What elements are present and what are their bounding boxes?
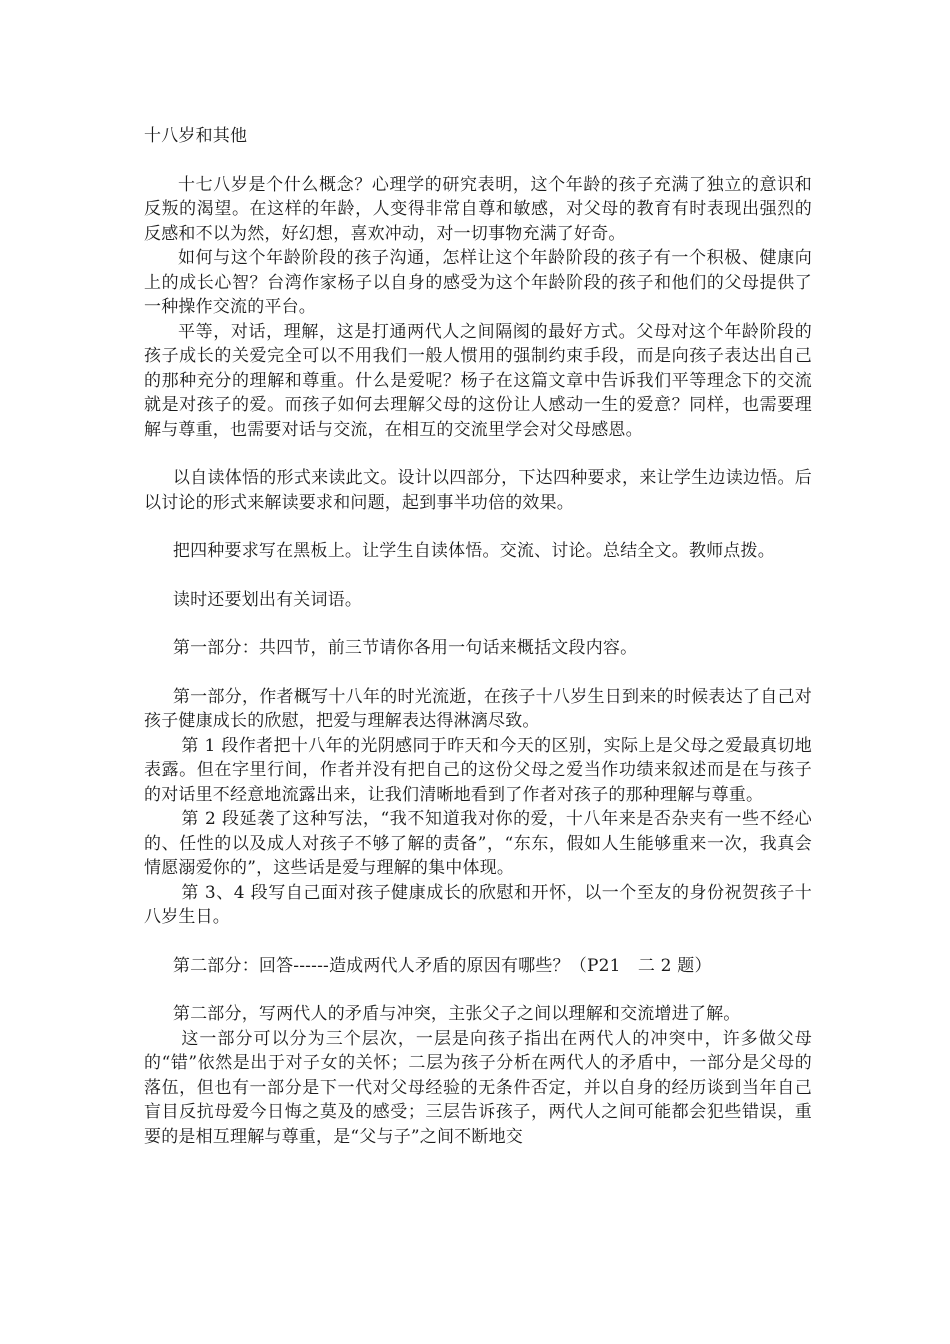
paragraph-communication: 如何与这个年龄阶段的孩子沟通，怎样让这个年龄阶段的孩子有一个积极、健康向上的成长心智？台湾作家杨子以自身的感受为这个年龄阶段的孩子和他们的父母提供了一种操作交流的平台。 <box>144 248 812 317</box>
paragraph-part-two-task: 第二部分：回答------造成两代人矛盾的原因有哪些？（P21 二 2 题） <box>172 955 712 976</box>
paragraph-part-two-summary: 第二部分，写两代人的矛盾与冲突，主张父子之间以理解和交流增进了解。 <box>172 1004 741 1024</box>
paragraph-blackboard: 把四种要求写在黑板上。让学生自读体悟。交流、讨论。总结全文。教师点拨。 <box>172 541 775 561</box>
paragraph-part-two-layers: 这一部分可以分为三个层次，一层是向孩子指出在两代人的冲突中，许多做父母的“错”依然是出于对子女的关怀；二层为孩子分析在两代人的矛盾中，一部分是父母的落伍，但也有一部分是下一代对父母经验的无条件否定，并以自身的经历谈到当年自己盲目反抗母爱今日悔之莫及的感受；三层告诉孩子，两代人之间可能都会犯些错误，重要的是相互理解与尊重，是“父与子”之间不断地交 <box>144 1028 812 1147</box>
paragraph-section-1: 第 1 段作者把十八年的光阴感同于昨天和今天的区别，实际上是父母之爱最真切地表露。但在字里行间，作者并没有把自己的这份父母之爱当作功绩来叙述而是在与孩子的对话里不经意地流露出来，让我们清晰地看到了作者对孩子的那种理解与尊重。 <box>144 735 812 805</box>
paragraph-equality: 平等，对话，理解，这是打通两代人之间隔阂的最好方式。父母对这个年龄阶段的孩子成长的关爱完全可以不用我们一般人惯用的强制约束手段，而是向孩子表达出自己的那种充分的理解和尊重。什么是爱呢？杨子在这篇文章中告诉我们平等理念下的交流就是对孩子的爱。而孩子如何去理解父母的这份让人感动一生的爱意？同样，也需要理解与尊重，也需要对话与交流，在相互的交流里学会对父母感恩。 <box>144 321 812 440</box>
paragraph-section-2: 第 2 段延袭了这种写法，“我不知道我对你的爱，十八年来是否杂夹有一些不经心的、任性的以及成人对孩子不够了解的责备”，“东东，假如人生能够重来一次，我真会情愿溺爱你的”，这些话是爱与理解的集中体现。 <box>144 809 812 878</box>
document-title: 十八岁和其他 <box>144 126 248 146</box>
paragraph-reading-method: 以自读体悟的形式来读此文。设计以四部分，下达四种要求，来让学生边读边悟。后以讨论的形式来解读要求和问题，起到事半功倍的效果。 <box>144 468 812 513</box>
document-body <box>144 124 812 1149</box>
paragraph-intro-age: 十七八岁是个什么概念？心理学的研究表明，这个年龄的孩子充满了独立的意识和反叛的渴望。在这样的年龄，人变得非常自尊和敏感，对父母的教育有时表现出强烈的反感和不以为然，好幻想，喜欢冲动，对一切事物充满了好奇。 <box>144 174 812 244</box>
paragraph-mark-words: 读时还要划出有关词语。 <box>172 589 363 610</box>
paragraph-part-one-summary: 第一部分，作者概写十八年的时光流逝，在孩子十八岁生日到来的时候表达了自己对孩子健康成长的欣慰，把爱与理解表达得淋漓尽致。 <box>144 686 812 731</box>
paragraph-part-one-task: 第一部分：共四节，前三节请你各用一句话来概括文段内容。 <box>172 638 638 658</box>
paragraph-section-3-4: 第 3、4 段写自己面对孩子健康成长的欣慰和开怀，以一个至友的身份祝贺孩子十八岁生日。 <box>144 882 812 927</box>
